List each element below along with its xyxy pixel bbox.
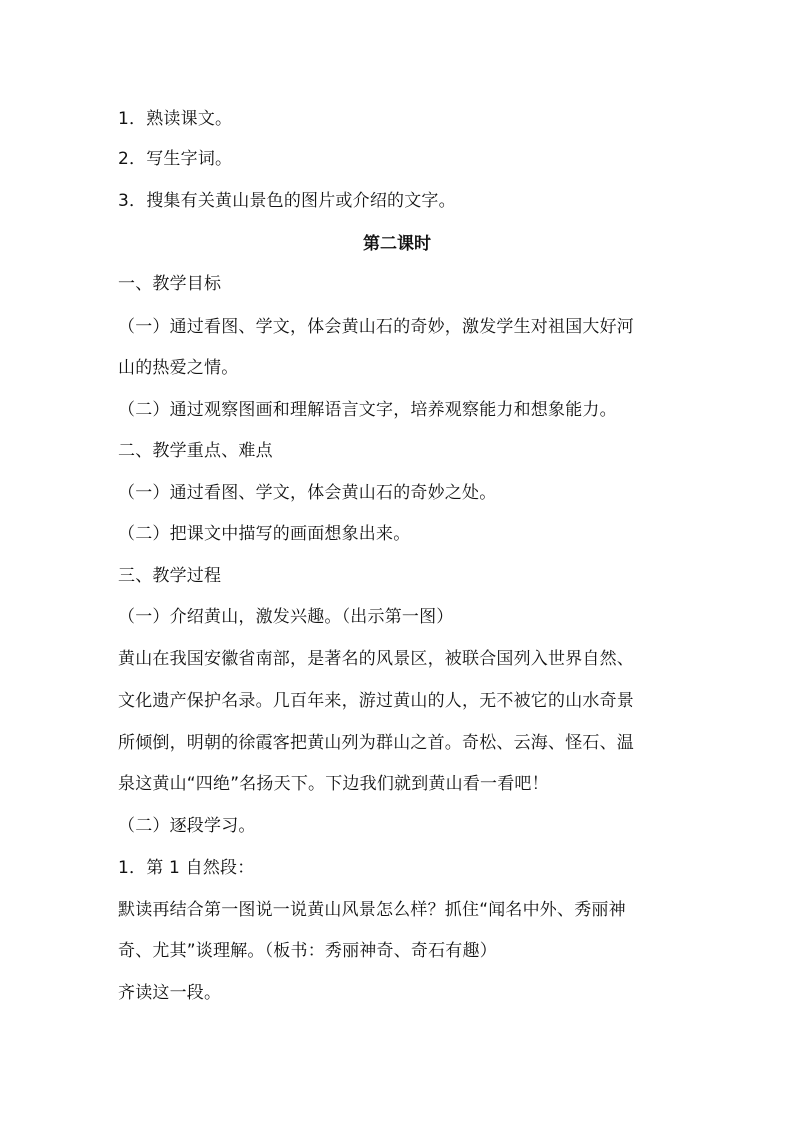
goal-1-line-2: 山的热爱之情。 [118,358,239,378]
paragraph-line-3: 所倾倒，明朝的徐霞客把黄山列为群山之首。奇松、云海、怪石、温 [118,733,634,753]
paragraph-line-4: 泉这黄山“四绝”名扬天下。下边我们就到黄山看一看吧！ [118,774,549,794]
homework-item-3: 3．搜集有关黄山景色的图片或介绍的文字。 [118,191,456,211]
instruction-line-3: 齐读这一段。 [118,983,222,1003]
lesson-heading: 第二课时 [363,234,431,254]
section-teaching-goals: 一、教学目标 [118,274,222,294]
section-teaching-process: 三、教学过程 [118,566,222,586]
goal-1-line-1: （一）通过看图、学文，体会黄山石的奇妙，激发学生对祖国大好河 [118,317,634,337]
instruction-line-2: 奇、尤其”谈理解。（板书：秀丽神奇、奇石有趣） [118,941,497,961]
paragraph-line-1: 黄山在我国安徽省南部，是著名的风景区，被联合国列入世界自然、 [118,649,634,669]
homework-item-1: 1．熟读课文。 [118,109,233,129]
process-step-2: （二）逐段学习。 [118,816,256,836]
process-step-1: （一）介绍黄山，激发兴趣。（出示第一图） [118,607,454,627]
paragraph-1-label: 1．第 1 自然段： [118,858,255,878]
key-point-1: （一）通过看图、学文，体会黄山石的奇妙之处。 [118,483,497,503]
homework-item-2: 2．写生字词。 [118,149,233,169]
paragraph-line-2: 文化遗产保护名录。几百年来，游过黄山的人，无不被它的山水奇景 [118,691,634,711]
instruction-line-1: 默读再结合第一图说一说黄山风景怎么样？抓住“闻名中外、秀丽神 [118,900,626,920]
goal-2: （二）通过观察图画和理解语言文字，培养观察能力和想象能力。 [118,400,617,420]
section-key-points: 二、教学重点、难点 [118,441,273,461]
key-point-2: （二）把课文中描写的画面想象出来。 [118,524,411,544]
